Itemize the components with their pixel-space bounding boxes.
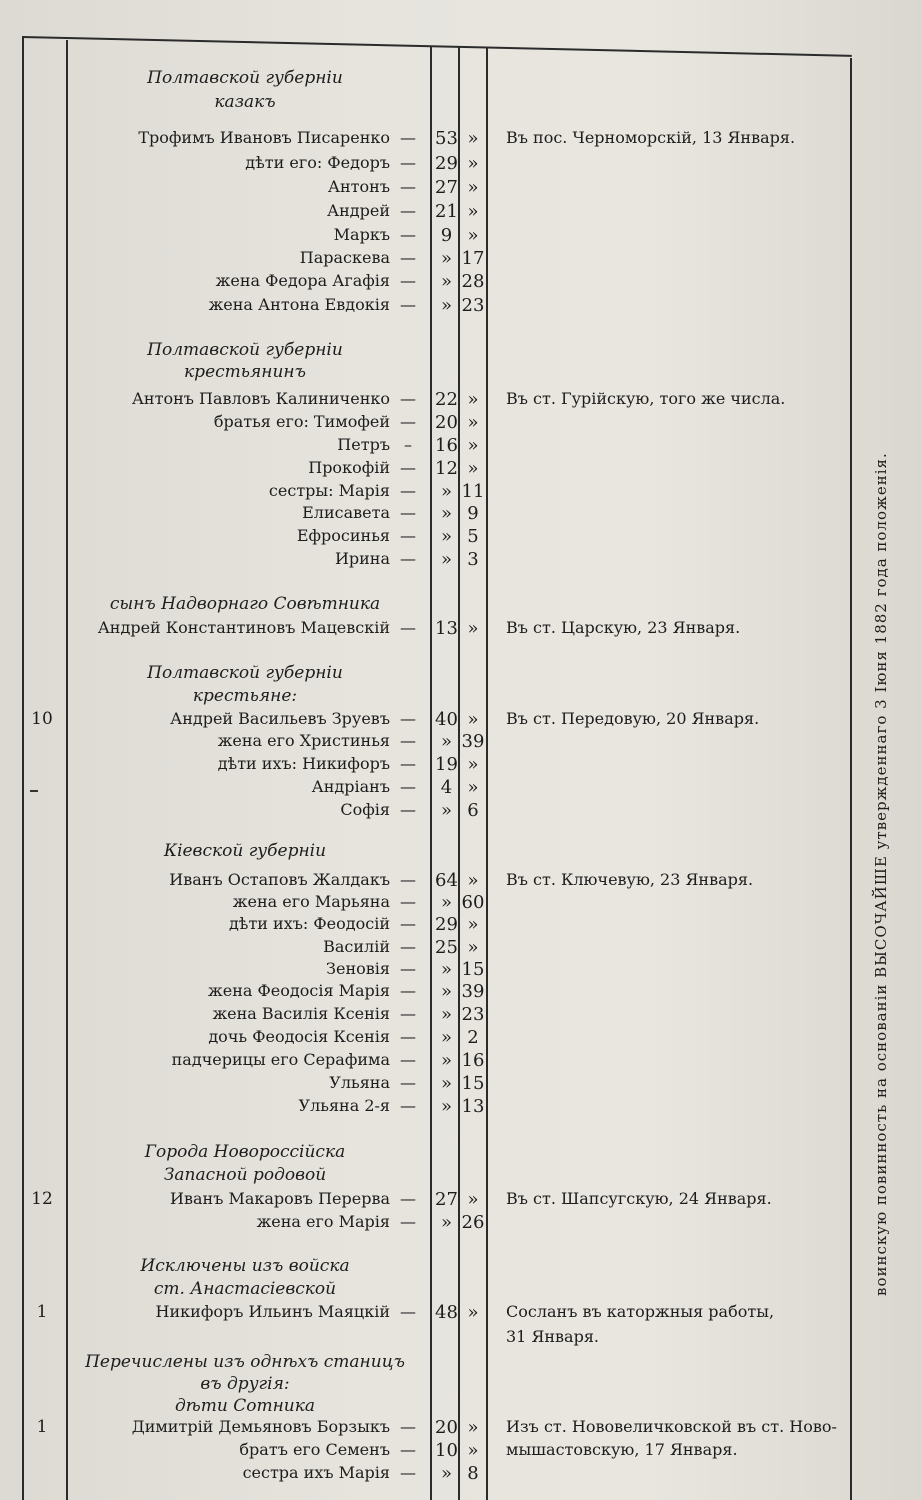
row-number: 1 [36,1417,48,1437]
side-note: воинскую повинность на основаніи ВЫСОЧАЙШЕ утвержденнаго 3 Іюня 1882 года положенія. [872,452,890,1296]
dash-mark: — [400,870,416,889]
notes-column-rule [486,48,488,1500]
age-years: 29 [435,914,458,935]
age-years: » [440,248,452,269]
age-years: » [440,1096,452,1117]
dash-mark: — [400,731,416,750]
age-months: 23 [461,295,485,316]
age-months: » [467,389,479,410]
age-months: 9 [467,503,479,524]
group-heading: Кіевской губерніи [163,841,327,861]
age-years: » [440,731,452,752]
age-months: » [467,777,479,798]
dash-mark: — [400,248,416,267]
group-heading: крестьянинъ [184,362,306,382]
age-months: 16 [461,1050,485,1071]
age-months: » [467,225,479,246]
age-years: 40 [435,709,458,730]
person-name: Зеновія [326,959,390,978]
person-name: жена Антона Евдокія [208,295,390,314]
age-years: 9 [440,225,453,246]
age-years: » [440,1212,452,1233]
age-years: 4 [440,777,453,798]
dash-mark: — [400,1050,416,1069]
dash-mark: — [400,412,416,431]
age-years: 27 [435,177,458,198]
dash-mark: — [400,128,416,147]
age-months: » [467,153,479,174]
group-heading: сынъ Надворнаго Совѣтника [109,594,381,614]
age-years: » [440,1050,452,1071]
dash-mark: — [400,549,416,568]
person-name: Ефросинья [296,526,390,545]
relocation-note: 31 Января. [506,1327,599,1346]
dash-mark: – [404,435,412,454]
person-name: Иванъ Остаповъ Жалдакъ [169,870,390,889]
age-months: 2 [467,1027,479,1048]
person-name: Андріанъ [311,777,390,796]
age-months: » [467,435,479,456]
person-name: Трофимъ Ивановъ Писаренко [138,128,390,147]
age-years: » [440,526,452,547]
age-months: » [467,412,479,433]
age-years: 16 [435,435,458,456]
group-heading: дѣти Сотника [174,1396,316,1416]
person-name: братья его: Тимофей [213,412,390,431]
dash-mark: — [400,959,416,978]
group-heading: казакъ [214,92,276,112]
dash-mark: — [400,295,416,314]
dash-mark: — [400,709,416,728]
years-column-rule [430,46,432,1500]
dash-mark: — [400,800,416,819]
person-name: жена его Марія [256,1212,390,1231]
person-name: дѣти ихъ: Никифоръ [217,754,390,773]
person-name: Иванъ Макаровъ Перерва [170,1189,390,1208]
age-years: » [440,1027,452,1048]
dash-mark: — [400,1189,416,1208]
age-months: » [467,458,479,479]
age-years: » [440,892,452,913]
person-name: дочь Феодосія Ксенія [208,1027,390,1046]
age-months: 23 [461,1004,485,1025]
group-heading: Полтавской губерніи [147,340,343,360]
age-months: 15 [461,1073,485,1094]
age-months: » [467,201,479,222]
age-months: 11 [461,481,485,502]
relocation-note: Сосланъ въ каторжныя работы, [506,1302,775,1321]
dash-mark: — [400,892,416,911]
group-heading: крестьяне: [192,686,298,706]
age-years: 12 [435,458,458,479]
age-months: 39 [461,981,485,1002]
person-name: братъ его Семенъ [239,1440,390,1459]
group-heading: въ другія: [200,1374,290,1394]
dash-mark: — [400,1027,416,1046]
age-years: » [440,800,452,821]
person-name: сестра ихъ Марія [242,1463,390,1482]
age-years: » [440,1073,452,1094]
person-name: Ульяна [329,1073,390,1092]
dash-mark: — [400,225,416,244]
relocation-note: Въ пос. Черноморскій, 13 Января. [506,128,796,147]
group-heading: Полтавской губерніи [147,663,343,683]
row-number: 12 [31,1189,53,1209]
relocation-note: мышастовскую, 17 Января. [506,1440,738,1459]
age-years: 21 [435,201,458,222]
age-months: » [467,1302,479,1323]
person-name: жена Василія Ксенія [212,1004,390,1023]
person-name: дѣти его: Федоръ [245,153,390,172]
age-years: 27 [435,1189,458,1210]
group-heading: Запасной родовой [163,1165,327,1185]
age-years: 19 [435,754,458,775]
age-months: 5 [467,526,479,547]
age-months: » [467,870,479,891]
age-months: » [467,1189,479,1210]
person-name: Софія [340,800,390,819]
dash-mark: — [400,914,416,933]
dash-mark: — [400,1212,416,1231]
age-months: 6 [467,800,479,821]
dash-mark: — [400,177,416,196]
person-name: Андрей Васильевъ Зруевъ [170,709,390,728]
dash-mark: — [400,526,416,545]
left-border [22,36,24,1500]
age-months: 13 [461,1096,485,1117]
age-months: 39 [461,731,485,752]
age-years: » [440,271,452,292]
person-name: Василій [323,937,390,956]
age-months: » [467,177,479,198]
person-name: жена Федора Агафія [215,271,390,290]
age-months: 3 [467,549,479,570]
age-years: » [440,1004,452,1025]
person-name: Прокофій [308,458,390,477]
dash-mark: — [400,1463,416,1482]
person-name: Антонъ Павловъ Калиниченко [131,389,390,408]
dash-mark: — [400,937,416,956]
age-months: 15 [461,959,485,980]
age-months: » [467,128,479,149]
dash-mark: — [400,1096,416,1115]
person-name: Никифоръ Ильинъ Маяцкій [155,1302,390,1321]
person-name: Димитрій Демьяновъ Борзыкъ [131,1417,390,1436]
age-years: » [440,481,452,502]
age-years: 20 [435,1417,458,1438]
age-months: » [467,709,479,730]
group-heading: Полтавской губерніи [147,68,343,88]
person-name: Ульяна 2-я [298,1096,390,1115]
dash-mark: — [400,1440,416,1459]
dash-mark: — [400,271,416,290]
age-years: 29 [435,153,458,174]
age-months: 26 [461,1212,485,1233]
age-years: 48 [435,1302,458,1323]
row-number: 10 [31,709,53,729]
row-number: 1 [36,1302,48,1322]
dash-mark: — [400,1004,416,1023]
age-months: » [467,618,479,639]
age-years: » [440,959,452,980]
group-heading: ст. Анастасіевской [153,1279,337,1299]
age-months: » [467,1440,479,1461]
relocation-note: Изъ ст. Нововеличковской въ ст. Ново- [506,1417,837,1436]
relocation-note: Въ ст. Передовую, 20 Января. [506,709,760,728]
person-name: Елисавета [302,503,390,522]
age-years: 10 [435,1440,458,1461]
age-months: 8 [467,1463,479,1484]
dash-mark: — [400,777,416,796]
dash-mark: — [400,981,416,1000]
group-heading: Города Новороссійска [144,1142,346,1162]
age-years: » [440,549,452,570]
person-name: жена Феодосія Марія [208,981,390,1000]
person-name: Ирина [334,549,390,568]
relocation-note: Въ ст. Ключевую, 23 Января. [506,870,754,889]
age-months: » [467,937,479,958]
top-rule [22,36,852,57]
group-heading: Исключены изъ войска [140,1256,350,1276]
age-years: 64 [435,870,458,891]
person-name: падчерицы его Серафима [171,1050,390,1069]
age-years: 13 [435,618,458,639]
relocation-note: Въ ст. Гурійскую, того же числа. [506,389,786,408]
age-months: 60 [461,892,485,913]
age-months: » [467,914,479,935]
fold-mark [30,790,38,792]
age-years: 53 [435,128,458,149]
dash-mark: — [400,153,416,172]
dash-mark: — [400,503,416,522]
relocation-note: Въ ст. Царскую, 23 Января. [506,618,741,637]
right-border [850,58,852,1500]
age-years: » [440,981,452,1002]
age-months: 17 [461,248,485,269]
number-column-rule [66,40,68,1500]
age-years: » [440,503,452,524]
person-name: Андрей Константиновъ Мацевскій [97,618,390,637]
dash-mark: — [400,481,416,500]
dash-mark: — [400,1073,416,1092]
person-name: жена его Христинья [217,731,390,750]
dash-mark: — [400,201,416,220]
age-months: » [467,754,479,775]
person-name: Маркъ [333,225,390,244]
age-months: » [467,1417,479,1438]
age-years: 22 [435,389,458,410]
age-years: » [440,1463,452,1484]
dash-mark: — [400,458,416,477]
dash-mark: — [400,618,416,637]
relocation-note: Въ ст. Шапсугскую, 24 Января. [506,1189,772,1208]
age-years: 25 [435,937,458,958]
person-name: Андрей [326,201,390,220]
dash-mark: — [400,1417,416,1436]
person-name: жена его Марьяна [232,892,390,911]
age-years: 20 [435,412,458,433]
group-heading: Перечислены изъ однѣхъ станицъ [85,1352,405,1372]
person-name: дѣти ихъ: Феодосій [228,914,390,933]
dash-mark: — [400,1302,416,1321]
person-name: Петръ [337,435,390,454]
dash-mark: — [400,754,416,773]
person-name: Антонъ [327,177,390,196]
dash-mark: — [400,389,416,408]
age-years: » [440,295,452,316]
person-name: Параскева [299,248,390,267]
age-months: 28 [461,271,485,292]
person-name: сестры: Марія [268,481,390,500]
